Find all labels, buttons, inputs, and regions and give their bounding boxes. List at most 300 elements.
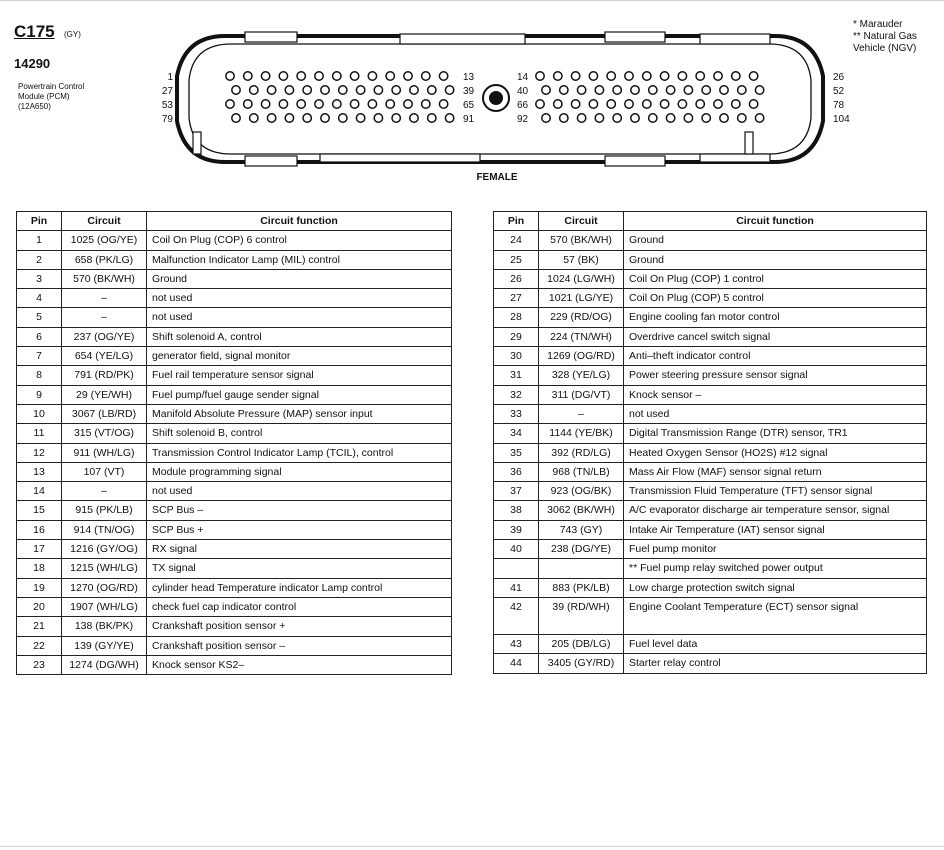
pin-number-label: 79: [161, 114, 173, 125]
table-row: [494, 366, 927, 385]
pin-cell: 18: [17, 559, 62, 578]
circuit-cell: 392 (RD/LG): [539, 443, 624, 462]
circuit-cell: 1274 (DG/WH): [62, 655, 147, 674]
function-cell: RX signal: [147, 540, 452, 559]
table-row: [494, 559, 927, 578]
pin-cavity: [368, 100, 376, 108]
pin-cavity: [422, 72, 430, 80]
pin-cavity: [678, 100, 686, 108]
pin-cell: 39: [494, 520, 539, 539]
function-cell: Mass Air Flow (MAF) sensor signal return: [624, 462, 927, 481]
function-cell: Shift solenoid B, control: [147, 424, 452, 443]
pin-cavity: [595, 86, 603, 94]
legend-notes: [853, 19, 917, 55]
pin-cavity: [356, 86, 364, 94]
pin-cavity: [303, 114, 311, 122]
table-row: [17, 269, 452, 288]
pin-number-label: 66: [517, 100, 529, 111]
pin-cavity: [755, 86, 763, 94]
pin-cell: 6: [17, 327, 62, 346]
pin-cavity: [386, 72, 394, 80]
circuit-cell: 654 (YE/LG): [62, 347, 147, 366]
function-cell: Manifold Absolute Pressure (MAP) sensor input: [147, 404, 452, 423]
table-row: [17, 578, 452, 597]
pin-cell: 14: [17, 482, 62, 501]
function-cell: generator field, signal monitor: [147, 347, 452, 366]
pin-cavity: [315, 72, 323, 80]
pin-cavity: [625, 100, 633, 108]
pin-cell: 16: [17, 520, 62, 539]
circuit-cell: 107 (VT): [62, 462, 147, 481]
function-cell: SCP Bus –: [147, 501, 452, 520]
circuit-cell: –: [62, 482, 147, 501]
table-row: [17, 289, 452, 308]
function-cell: Heated Oxygen Sensor (HO2S) #12 signal: [624, 443, 927, 462]
pin-cavity: [560, 86, 568, 94]
circuit-cell: –: [62, 289, 147, 308]
pin-cavity: [732, 72, 740, 80]
pin-cell: 1: [17, 231, 62, 250]
pin-cavity: [536, 100, 544, 108]
pin-cavity: [428, 114, 436, 122]
table-row: [17, 347, 452, 366]
note-marauder: * Marauder: [853, 19, 903, 30]
pin-cell: 13: [17, 462, 62, 481]
function-cell: Overdrive cancel switch signal: [624, 327, 927, 346]
pin-cavity: [720, 114, 728, 122]
table-row: [494, 501, 927, 520]
function-cell: Crankshaft position sensor +: [147, 617, 452, 636]
pin-cavity: [589, 72, 597, 80]
pin-cell: 30: [494, 347, 539, 366]
pin-cavity: [577, 86, 585, 94]
pin-cell: 25: [494, 250, 539, 269]
circuit-cell: 139 (GY/YE): [62, 636, 147, 655]
pin-cell: 24: [494, 231, 539, 250]
pin-cavity: [666, 114, 674, 122]
pin-cavity: [631, 86, 639, 94]
top-border: [0, 0, 944, 1]
pin-cell: 28: [494, 308, 539, 327]
pin-number-label: 53: [161, 100, 173, 111]
table-row: [494, 289, 927, 308]
pin-cavity: [315, 100, 323, 108]
pin-number-label: 78: [833, 100, 845, 111]
circuit-cell: 3405 (GY/RD): [539, 654, 624, 673]
pin-number-label: 14: [517, 72, 529, 83]
module-name-line: Module (PCM): [18, 92, 70, 101]
table-header-row: [17, 212, 452, 231]
circuit-header: Circuit: [539, 212, 624, 231]
pin-cavity: [303, 86, 311, 94]
pin-cell: 37: [494, 482, 539, 501]
pin-cavity: [720, 86, 728, 94]
pin-cavity: [696, 72, 704, 80]
pin-cavity: [244, 72, 252, 80]
female-label: FEMALE: [476, 172, 518, 183]
pin-cavity: [374, 86, 382, 94]
pin-cell: 40: [494, 540, 539, 559]
circuit-cell: 238 (DG/YE): [539, 540, 624, 559]
pin-number-label: 1: [167, 72, 173, 83]
pin-number-label: 13: [463, 72, 475, 83]
pin-number-label: 91: [463, 114, 475, 125]
circuit-cell: 1907 (WH/LG): [62, 597, 147, 616]
function-cell: Crankshaft position sensor –: [147, 636, 452, 655]
function-cell: Coil On Plug (COP) 1 control: [624, 269, 927, 288]
pin-cell: 7: [17, 347, 62, 366]
function-cell: TX signal: [147, 559, 452, 578]
pin-cavity: [279, 72, 287, 80]
pin-cell: 15: [17, 501, 62, 520]
circuit-cell: 1215 (WH/LG): [62, 559, 147, 578]
table-row: [494, 443, 927, 462]
circuit-cell: 3067 (LB/RD): [62, 404, 147, 423]
pin-cavity: [410, 86, 418, 94]
function-cell: Fuel pump monitor: [624, 540, 927, 559]
pin-cell: 4: [17, 289, 62, 308]
pin-cavity: [684, 86, 692, 94]
pin-cavity: [445, 114, 453, 122]
pin-cavity: [554, 72, 562, 80]
table-row: [17, 520, 452, 539]
table-row: [494, 597, 927, 634]
pin-cavity: [404, 72, 412, 80]
circuit-cell: 311 (DG/VT): [539, 385, 624, 404]
function-cell: Module programming signal: [147, 462, 452, 481]
table-row: [494, 404, 927, 423]
circuit-cell: 229 (RD/OG): [539, 308, 624, 327]
function-cell: Fuel pump/fuel gauge sender signal: [147, 385, 452, 404]
circuit-cell: 570 (BK/WH): [539, 231, 624, 250]
function-cell: Coil On Plug (COP) 6 control: [147, 231, 452, 250]
function-cell: Knock sensor KS2–: [147, 655, 452, 674]
function-cell: not used: [147, 289, 452, 308]
pin-cavity: [631, 114, 639, 122]
table-row: [17, 462, 452, 481]
function-cell: SCP Bus +: [147, 520, 452, 539]
pin-cavity: [666, 86, 674, 94]
pin-cavity: [732, 100, 740, 108]
table-row: [494, 634, 927, 653]
pin-number-label: 26: [833, 72, 845, 83]
table-row: [17, 482, 452, 501]
pin-cell: 33: [494, 404, 539, 423]
pin-cavity: [321, 114, 329, 122]
function-cell: Power steering pressure sensor signal: [624, 366, 927, 385]
circuit-cell: 1021 (LG/YE): [539, 289, 624, 308]
table-row: [17, 559, 452, 578]
latch-tab: [605, 156, 665, 166]
table-row: [17, 501, 452, 520]
table-row: [494, 347, 927, 366]
pin-cell: 10: [17, 404, 62, 423]
table-header-row: [494, 212, 927, 231]
pin-cavity: [649, 114, 657, 122]
pin-cavity: [297, 72, 305, 80]
circuit-cell: 658 (PK/LG): [62, 250, 147, 269]
pin-cell: 26: [494, 269, 539, 288]
table-row: [494, 462, 927, 481]
pin-cavity: [232, 86, 240, 94]
pin-cell: 3: [17, 269, 62, 288]
pin-cell: 12: [17, 443, 62, 462]
latch-tab: [700, 34, 770, 44]
pin-number-label: 52: [833, 86, 845, 97]
circuit-cell: 29 (YE/WH): [62, 385, 147, 404]
table-row: [17, 424, 452, 443]
pin-cavity: [613, 86, 621, 94]
module-name-line: (12A650): [18, 102, 51, 111]
table-row: [17, 231, 452, 250]
pin-cavity: [445, 86, 453, 94]
pin-cell: 38: [494, 501, 539, 520]
table-row: [17, 308, 452, 327]
pin-cavity: [350, 72, 358, 80]
function-cell: not used: [624, 404, 927, 423]
function-cell: not used: [147, 308, 452, 327]
circuit-cell: 1144 (YE/BK): [539, 424, 624, 443]
circuit-cell: 743 (GY): [539, 520, 624, 539]
pin-cavity: [261, 100, 269, 108]
function-cell: ** Fuel pump relay switched power output: [624, 559, 927, 578]
circuit-cell: 791 (RD/PK): [62, 366, 147, 385]
pin-header: Pin: [17, 212, 62, 231]
pin-cavity: [428, 86, 436, 94]
pin-cavity: [333, 100, 341, 108]
pin-cavity: [404, 100, 412, 108]
part-number: 14290: [14, 56, 51, 71]
pin-cavity: [392, 86, 400, 94]
pin-cell: 8: [17, 366, 62, 385]
jack-screw-center: [489, 91, 503, 105]
pin-number-label: 65: [463, 100, 475, 111]
pin-cell: 5: [17, 308, 62, 327]
function-cell: Intake Air Temperature (IAT) sensor signal: [624, 520, 927, 539]
function-header: Circuit function: [147, 212, 452, 231]
pin-cavity: [542, 86, 550, 94]
pin-cavity: [678, 72, 686, 80]
latch-tab: [605, 32, 665, 42]
pin-cavity: [321, 86, 329, 94]
circuit-cell: 328 (YE/LG): [539, 366, 624, 385]
table-row: [494, 654, 927, 673]
table-row: [494, 308, 927, 327]
circuit-cell: 205 (DB/LG): [539, 634, 624, 653]
pin-cavity: [350, 100, 358, 108]
latch-tab: [245, 156, 297, 166]
pin-cavity: [595, 114, 603, 122]
pin-cavity: [439, 72, 447, 80]
pin-cell: 34: [494, 424, 539, 443]
circuit-cell: –: [539, 404, 624, 423]
pin-cavity: [226, 72, 234, 80]
table-row: [494, 231, 927, 250]
pin-cell: 43: [494, 634, 539, 653]
latch-tab: [400, 34, 525, 44]
pin-number-label: 104: [833, 114, 850, 125]
circuit-cell: –: [62, 308, 147, 327]
connector-face-diagram: [155, 26, 855, 186]
pin-cell: 41: [494, 578, 539, 597]
table-row: [17, 250, 452, 269]
pin-cell: 23: [17, 655, 62, 674]
pin-cavity: [267, 86, 275, 94]
function-cell: check fuel cap indicator control: [147, 597, 452, 616]
pin-cavity: [613, 114, 621, 122]
pin-cavity: [643, 72, 651, 80]
function-cell: Transmission Control Indicator Lamp (TCIL), control: [147, 443, 452, 462]
pin-cavity: [660, 100, 668, 108]
pin-table-right: [493, 211, 927, 674]
pin-cell: 44: [494, 654, 539, 673]
pin-cavity: [738, 114, 746, 122]
circuit-cell: 1216 (GY/OG): [62, 540, 147, 559]
side-key: [745, 132, 753, 154]
circuit-cell: 968 (TN/LB): [539, 462, 624, 481]
table-row: [494, 385, 927, 404]
pin-cavity: [356, 114, 364, 122]
pin-cavity: [285, 114, 293, 122]
function-header: Circuit function: [624, 212, 927, 231]
pin-cavity: [714, 100, 722, 108]
table-row: [494, 578, 927, 597]
circuit-cell: 3062 (BK/WH): [539, 501, 624, 520]
pin-cell: 31: [494, 366, 539, 385]
pin-cavity: [250, 86, 258, 94]
pin-cell: 17: [17, 540, 62, 559]
pin-cell: 21: [17, 617, 62, 636]
pin-cell: 19: [17, 578, 62, 597]
function-cell: Knock sensor –: [624, 385, 927, 404]
pin-cell: 36: [494, 462, 539, 481]
table-row: [17, 443, 452, 462]
pin-cell: 2: [17, 250, 62, 269]
table-row: [17, 540, 452, 559]
pin-cavity: [439, 100, 447, 108]
function-cell: Fuel level data: [624, 634, 927, 653]
circuit-cell: 224 (TN/WH): [539, 327, 624, 346]
pin-cell: [494, 559, 539, 578]
circuit-cell: 914 (TN/OG): [62, 520, 147, 539]
circuit-cell: 1269 (OG/RD): [539, 347, 624, 366]
connector-id: C175: [14, 22, 55, 41]
pin-cavity: [386, 100, 394, 108]
pin-cavity: [374, 114, 382, 122]
bottom-border: [0, 846, 944, 847]
pin-cell: 22: [17, 636, 62, 655]
function-cell: Ground: [624, 250, 927, 269]
pin-cavity: [542, 114, 550, 122]
circuit-cell: 570 (BK/WH): [62, 269, 147, 288]
pin-cell: 20: [17, 597, 62, 616]
pin-cell: 35: [494, 443, 539, 462]
pin-cell: 27: [494, 289, 539, 308]
circuit-cell: 315 (VT/OG): [62, 424, 147, 443]
pin-cavity: [738, 86, 746, 94]
function-cell: Fuel rail temperature sensor signal: [147, 366, 452, 385]
pin-cavity: [392, 114, 400, 122]
pin-cavity: [560, 114, 568, 122]
function-cell: Anti–theft indicator control: [624, 347, 927, 366]
circuit-cell: 911 (WH/LG): [62, 443, 147, 462]
module-name-line: Powertrain Control: [18, 82, 85, 91]
note-ngv: ** Natural Gas: [853, 31, 917, 42]
pin-cavity: [702, 114, 710, 122]
pin-cell: 42: [494, 597, 539, 634]
table-row: [494, 424, 927, 443]
pin-cavity: [649, 86, 657, 94]
function-cell: Coil On Plug (COP) 5 control: [624, 289, 927, 308]
table-row: [17, 617, 452, 636]
pin-cavity: [279, 100, 287, 108]
pin-cavity: [297, 100, 305, 108]
pin-cavity: [755, 114, 763, 122]
pin-cavity: [577, 114, 585, 122]
pin-cavity: [571, 100, 579, 108]
table-row: [17, 366, 452, 385]
table-row: [494, 327, 927, 346]
pin-cavity: [244, 100, 252, 108]
circuit-cell: 1024 (LG/WH): [539, 269, 624, 288]
function-cell: Starter relay control: [624, 654, 927, 673]
circuit-cell: 923 (OG/BK): [539, 482, 624, 501]
connector-color: (GY): [64, 30, 81, 39]
function-cell: Engine Coolant Temperature (ECT) sensor signal: [624, 597, 927, 634]
pin-cavity: [607, 100, 615, 108]
table-row: [494, 520, 927, 539]
circuit-cell: 237 (OG/YE): [62, 327, 147, 346]
pin-number-label: 39: [463, 86, 475, 97]
circuit-cell: 883 (PK/LB): [539, 578, 624, 597]
pin-cavity: [607, 72, 615, 80]
function-cell: A/C evaporator discharge air temperature sensor, signal: [624, 501, 927, 520]
pin-cavity: [410, 114, 418, 122]
pin-cavity: [643, 100, 651, 108]
pin-number-label: 27: [161, 86, 173, 97]
function-cell: Ground: [624, 231, 927, 250]
function-cell: Transmission Fluid Temperature (TFT) sensor signal: [624, 482, 927, 501]
table-row: [494, 269, 927, 288]
pin-cell: 32: [494, 385, 539, 404]
latch-tab: [700, 154, 770, 162]
pin-cavity: [339, 114, 347, 122]
pin-cavity: [625, 72, 633, 80]
pin-cavity: [554, 100, 562, 108]
pin-cavity: [333, 72, 341, 80]
pin-cavity: [267, 114, 275, 122]
pin-cavity: [368, 72, 376, 80]
pin-number-label: 40: [517, 86, 529, 97]
function-cell: Malfunction Indicator Lamp (MIL) control: [147, 250, 452, 269]
table-row: [17, 597, 452, 616]
table-row: [17, 655, 452, 674]
pin-cell: 29: [494, 327, 539, 346]
circuit-cell: 1270 (OG/RD): [62, 578, 147, 597]
table-row: [494, 540, 927, 559]
pin-cavity: [749, 100, 757, 108]
pin-cavity: [696, 100, 704, 108]
pin-cavity: [285, 86, 293, 94]
table-row: [17, 636, 452, 655]
circuit-cell: 39 (RD/WH): [539, 597, 624, 634]
pin-cavity: [571, 72, 579, 80]
pin-cell: 9: [17, 385, 62, 404]
pin-cavity: [250, 114, 258, 122]
pin-cavity: [714, 72, 722, 80]
pin-cavity: [261, 72, 269, 80]
side-key: [193, 132, 201, 154]
